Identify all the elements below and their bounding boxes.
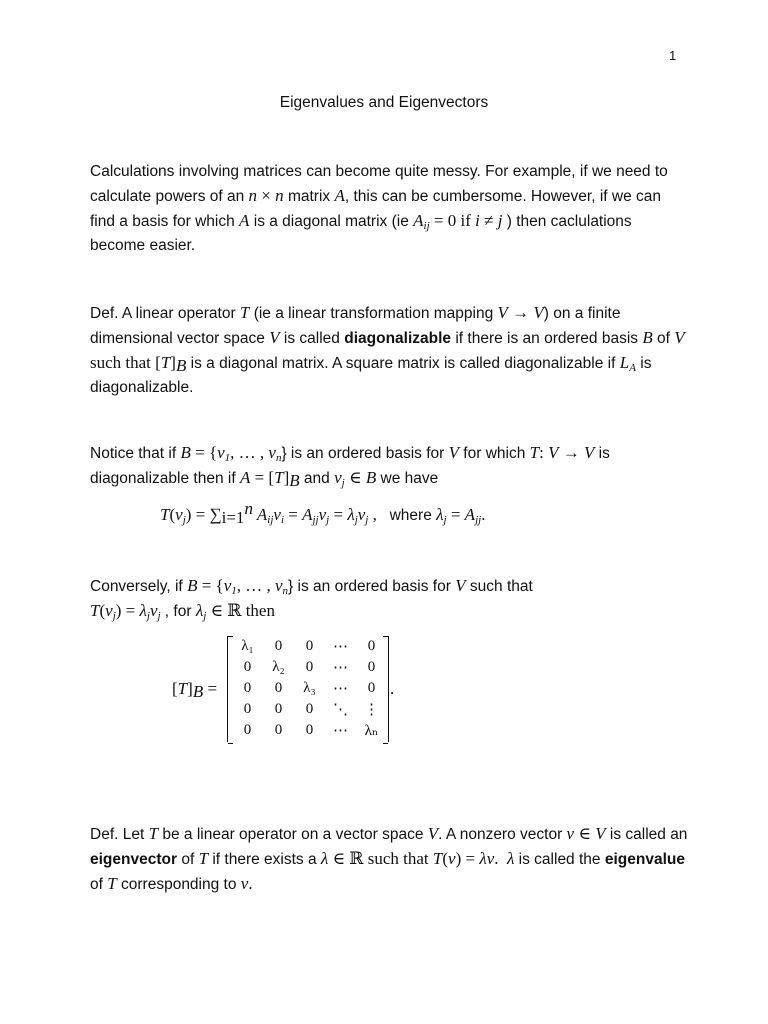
matrix-cell: ⋯ bbox=[333, 723, 348, 739]
term-eigenvalue: eigenvalue bbox=[604, 851, 685, 868]
matrix-cell: 0 bbox=[305, 722, 314, 738]
matrix-cell: 0 bbox=[367, 680, 376, 696]
term-eigenvector: eigenvector bbox=[90, 851, 178, 868]
matrix-cell: 0 bbox=[367, 659, 376, 675]
matrix-grid bbox=[232, 636, 387, 741]
matrix-cell: 0 bbox=[243, 722, 252, 738]
matrix-cell: ⋯ bbox=[333, 681, 348, 697]
definition-eigenvector: Def. Let T be a linear operator on a vector space V. A nonzero vector v ∈ V is called an eigenvector of T if there exists a λ ∈ ℝ such that T(v) = λv. λ is called the eigenvalue of T corresponding to v. bbox=[90, 824, 688, 893]
matrix-cell: 0 bbox=[274, 680, 283, 696]
conversely-paragraph: Conversely, if $B = \{v_1$, … , $v_n$} is an ordered basis for V such that $T(v_j) = \lambda_jv_j$ , for $\lambda_j$ ∈ ℝ then bbox=[90, 576, 533, 622]
matrix-cell: λ₁ bbox=[241, 638, 254, 654]
matrix-cell: ⋯ bbox=[333, 660, 348, 676]
matrix-cell: 0 bbox=[305, 659, 314, 675]
matrix-period: . bbox=[390, 679, 395, 698]
matrix-label: $[T]_B$ = bbox=[172, 679, 218, 701]
page-title: Eigenvalues and Eigenvectors bbox=[279, 94, 489, 111]
matrix-cell: 0 bbox=[305, 638, 314, 654]
matrix-cell: ⋮ bbox=[364, 702, 379, 718]
matrix-cell: 0 bbox=[274, 701, 283, 717]
page-number: 1 bbox=[669, 48, 677, 63]
intro-paragraph: Calculations involving matrices can become quite messy. For example, if we need to calculate powers of an n × n matrix A, this can be cumbersome. However, if we can find a basis for which A is a diagonal matrix (ie $A_{ij} = 0$ if i ≠ j ) then caclulations become easier. bbox=[90, 163, 668, 254]
matrix-cell: λ₃ bbox=[303, 680, 316, 696]
matrix-brackets bbox=[227, 636, 389, 742]
matrix-cell: 0 bbox=[305, 701, 314, 717]
definition-diagonalizable: Def. A linear operator T (ie a linear transformation mapping V → V) on a finite dimensional vector space V is called diagonalizable if there is an ordered basis B of V such that $[T]_B$ is a diagonal matrix. A square matrix is called diagonalizable if $L_A$ is diagonalizable. bbox=[90, 303, 685, 396]
eigen-equation: $T(v_j) = \sum_{i=1}^n$ $A_{ij}v_i = A_{jj}v_j = \lambda_jv_j$ , where $\lambda_j = A_{jj}$. bbox=[160, 499, 486, 527]
notice-paragraph: Notice that if $B = \{v_1$, … , $v_n$} is an ordered basis for V for which T: V → V is diagonalizable then if $A = [T]_B$ and $v_j$ ∈ B we have bbox=[90, 443, 610, 490]
matrix-cell: 0 bbox=[367, 638, 376, 654]
matrix-cell: 0 bbox=[243, 659, 252, 675]
matrix-cell: ⋱ bbox=[333, 702, 348, 718]
matrix-cell: 0 bbox=[243, 680, 252, 696]
matrix-cell: λₙ bbox=[364, 723, 379, 739]
matrix-cell: ⋯ bbox=[333, 639, 348, 655]
matrix-cell: 0 bbox=[243, 701, 252, 717]
matrix-cell: λ₂ bbox=[272, 659, 285, 675]
matrix-cell: 0 bbox=[274, 638, 283, 654]
term-diagonalizable: diagonalizable bbox=[344, 330, 452, 347]
matrix-cell: 0 bbox=[274, 722, 283, 738]
